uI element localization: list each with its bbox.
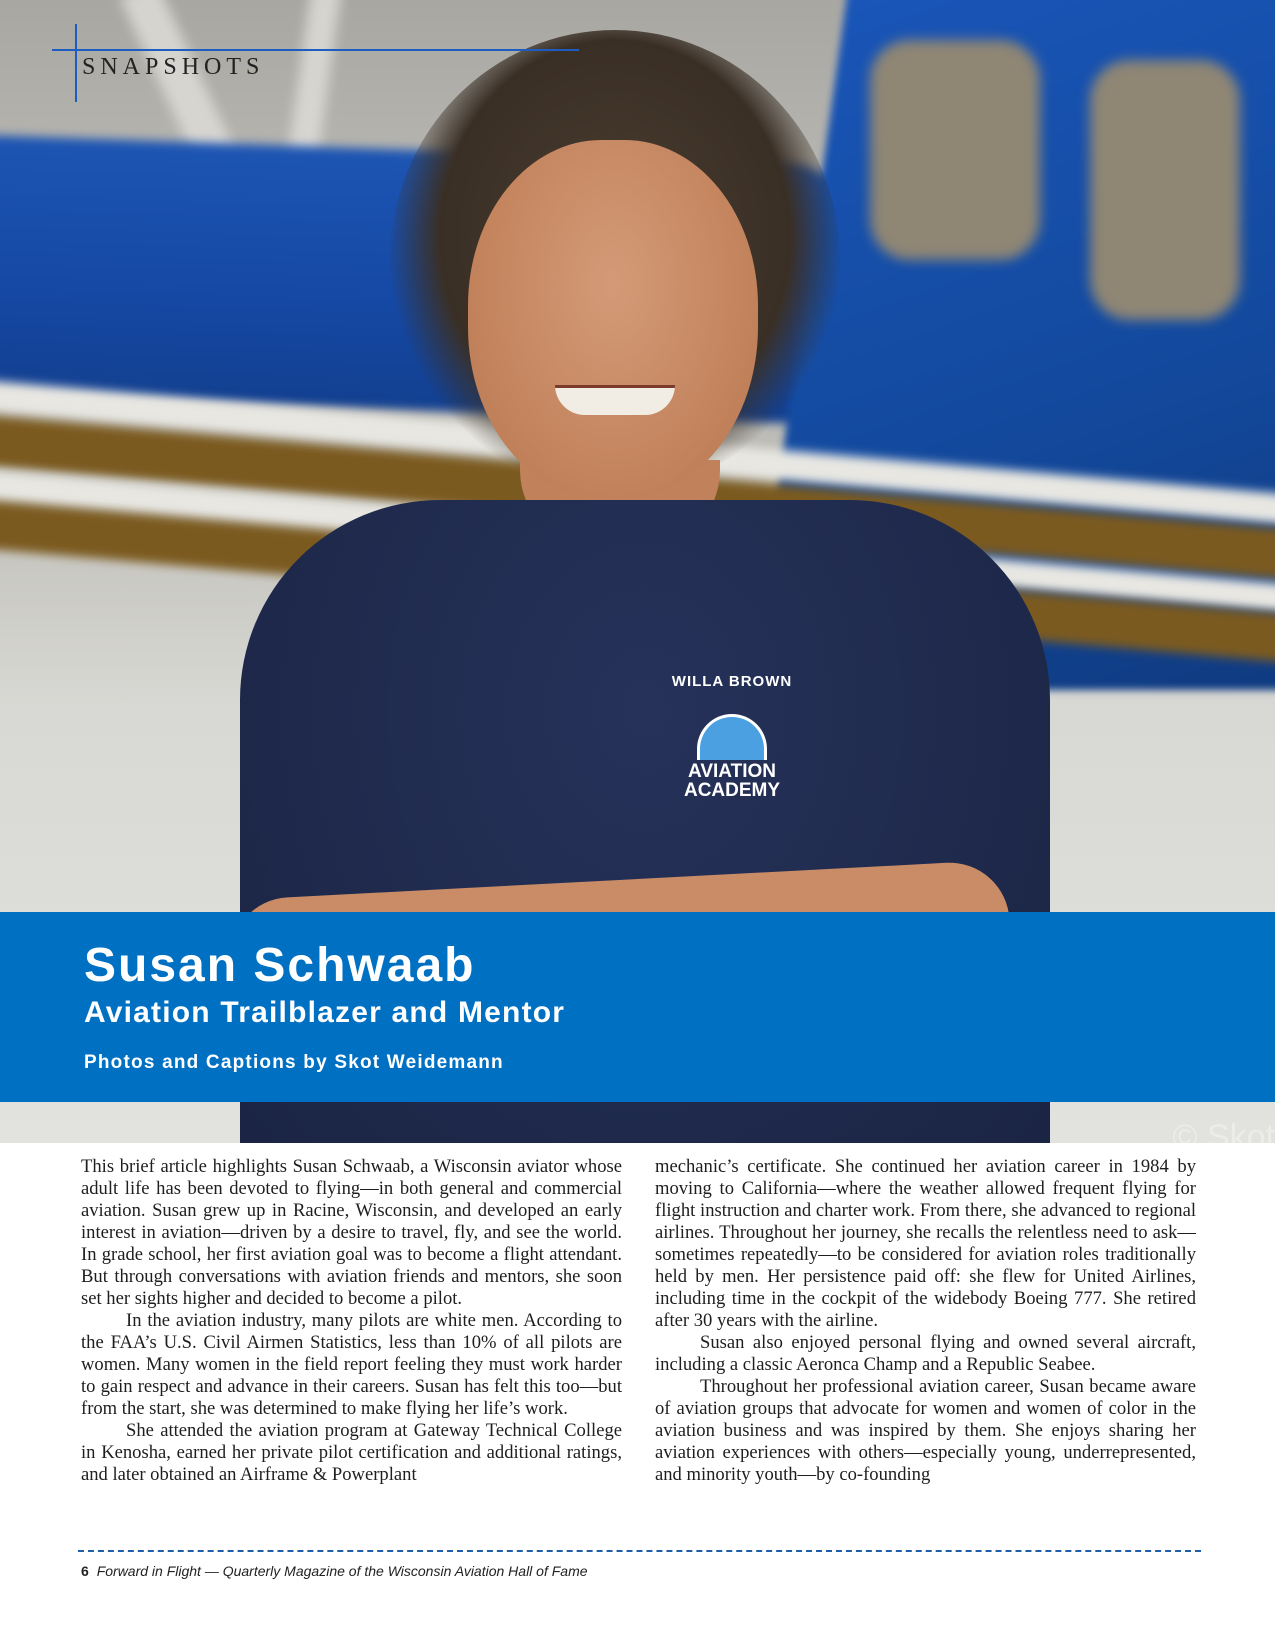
paragraph: Susan also enjoyed personal flying and owned several aircraft, including a classic Aeronca Champ and a Republic Seabee. [655, 1332, 1196, 1375]
column-right [655, 1156, 1196, 1486]
paragraph: In the aviation industry, many pilots are white men. According to the FAA’s U.S. Civil Airmen Statistics, less than 10% of all pilots are women. Many women in the field report feeling they must work harder to gain respect and advance in their careers. Susan has felt this too—but from the start, she was determined to make flying her life’s work. [81, 1310, 622, 1419]
logo-line-2: ACADEMY [683, 780, 781, 801]
paragraph: She attended the aviation program at Gateway Technical College in Kenosha, earned her private pilot certification and additional ratings, and later obtained an Airframe & Powerplant [81, 1420, 622, 1485]
article-subtitle: Aviation Trailblazer and Mentor [84, 996, 566, 1029]
footer-divider [78, 1550, 1201, 1552]
person-face [468, 140, 758, 500]
title-band [0, 912, 1275, 1102]
section-rule-vertical [75, 24, 77, 102]
publication-name: Forward in Flight — Quarterly Magazine of the Wisconsin Aviation Hall of Fame [96, 1563, 588, 1579]
logo-line-1: AVIATION [688, 761, 776, 782]
photo-watermark: © Skot [1172, 1118, 1275, 1156]
section-label: SNAPSHOTS [82, 54, 265, 80]
logo-emblem-icon [697, 714, 767, 760]
airplane-window [870, 40, 1040, 260]
section-rule-horizontal [52, 49, 579, 51]
photo-credit: Photos and Captions by Skot Weidemann [84, 1052, 504, 1073]
airplane-window [1090, 60, 1240, 320]
column-left [81, 1156, 622, 1486]
paragraph: Throughout her professional aviation career, Susan became aware of aviation groups that advocate for women and women of color in the aviation business and was inspired by them. She enjoys sharing her aviation experiences with others—especially young, underrepresented, and minority youth—by co-founding [655, 1376, 1196, 1485]
shirt-logo [662, 673, 802, 801]
page-number: 6 [81, 1563, 89, 1579]
paragraph: mechanic’s certificate. She continued her aviation career in 1984 by moving to California—where the weather allowed frequent flying for flight instruction and charter work. From there, she advanced to regional airlines. Throughout her journey, she recalls the relentless need to ask—sometimes repeatedly—to be considered for aviation roles traditionally held by men. Her persistence paid off: she flew for United Airlines, including time in the cockpit of the widebody Boeing 777. She retired after 30 years with the airline. [655, 1156, 1196, 1331]
paragraph: This brief article highlights Susan Schwaab, a Wisconsin aviator whose adult life has been devoted to flying—in both general and commercial aviation. Susan grew up in Racine, Wisconsin, and developed an early interest in aviation—driven by a desire to travel, fly, and see the world. In grade school, her first aviation goal was to become a flight attendant. But through conversations with aviation friends and mentors, she soon set her sights higher and decided to become a pilot. [81, 1156, 622, 1309]
article-body [81, 1156, 1196, 1486]
logo-top-text: WILLA BROWN [671, 673, 793, 690]
page-footer [81, 1563, 588, 1579]
person-smile [555, 385, 675, 415]
article-title: Susan Schwaab [84, 939, 476, 992]
